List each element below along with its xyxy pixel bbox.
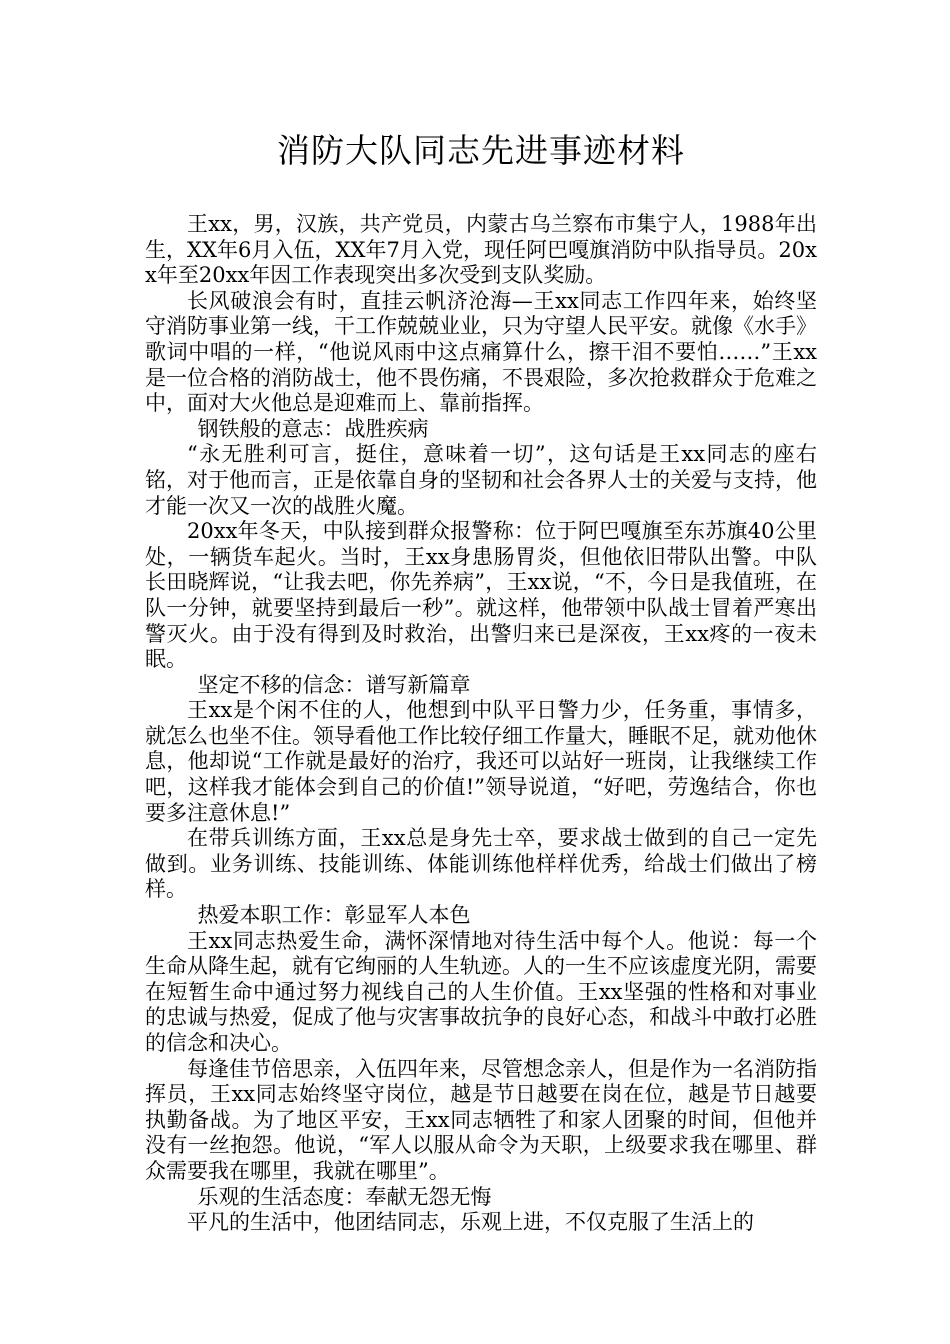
section-heading: 坚定不移的信念：谱写新篇章 (197, 672, 471, 697)
paragraph: 王xx是个闲不住的人，他想到中队平日警力少，任务重，事情多，就怎么也坐不住。领导看他工作比较仔细工作量大，睡眠不足，就劝他休息，他却说“工作就是最好的治疗，我还可以站好一班岗，让我继续工作吧，这样我才能体会到自己的价值!”领导说道，“好吧，劳逸结合，你也要多注意休息!” (145, 698, 817, 825)
document-page (145, 128, 817, 1236)
section-heading: 热爱本职工作：彰显军人本色 (197, 903, 471, 928)
paragraph: 长风破浪会有时，直挂云帆济沧海—王xx同志工作四年来，始终坚守消防事业第一线，干工作兢兢业业，只为守望人民平安。就像《水手》歌词中唱的一样，“他说风雨中这点痛算什么，擦干泪不要怕……”王xx是一位合格的消防战士，他不畏伤痛，不畏艰险，多次抢救群众于危难之中，面对大火他总是迎难而上、靠前指挥。 (145, 288, 817, 416)
paragraph-intro: 王xx，男，汉族，共产党员，内蒙古乌兰察布市集宁人，1988年出生，XX年6月入伍，XX年7月入党，现任阿巴嘎旗消防中队指导员。20xx年至20xx年因工作表现突出多次受到支队奖励。 (145, 212, 817, 288)
paragraph: 每逢佳节倍思亲，入伍四年来，尽管想念亲人，但是作为一名消防指挥员，王xx同志始终坚守岗位，越是节日越要在岗在位，越是节日越要执勤备战。为了地区平安，王xx同志牺牲了和家人团聚的时间，但他并没有一丝抱怨。他说，“军人以服从命令为天职，上级要求我在哪里、群众需要我在哪里，我就在哪里”。 (145, 1056, 817, 1183)
paragraph: 在带兵训练方面，王xx总是身先士卒，要求战士做到的自己一定先做到。业务训练、技能训练、体能训练他样样优秀，给战士们做出了榜样。 (145, 826, 817, 902)
section-heading: 乐观的生活态度：奉献无怨无悔 (197, 1184, 492, 1209)
paragraph: 20xx年冬天，中队接到群众报警称：位于阿巴嘎旗至东苏旗40公里处，一辆货车起火。当时，王xx身患肠胃炎，但他依旧带队出警。中队长田晓辉说，“让我去吧，你先养病”，王xx说，“不，今日是我值班，在队一分钟，就要坚持到最后一秒”。就这样，他带领中队战士冒着严寒出警灭火。由于没有得到及时救治，出警归来已是深夜，王xx疼的一夜未眠。 (145, 519, 817, 672)
section-heading: 钢铁般的意志：战胜疾病 (197, 416, 429, 441)
paragraph: 王xx同志热爱生命，满怀深情地对待生活中每个人。他说：每一个生命从降生起，就有它绚丽的人生轨迹。人的一生不应该虚度光阴，需要在短暂生命中通过努力视线自己的人生价值。王xx坚强的性格和对事业的忠诚与热爱，促成了他与灾害事故抗争的良好心态，和战斗中敢打必胜的信念和决心。 (145, 928, 817, 1055)
document-title: 消防大队同志先进事迹材料 (277, 131, 685, 170)
paragraph: 平凡的生活中，他团结同志，乐观上进，不仅克服了生活上的 (187, 1210, 754, 1235)
paragraph: “永无胜利可言，挺住，意味着一切”，这句话是王xx同志的座右铭，对于他而言，正是依靠自身的坚韧和社会各界人士的关爱与支持，他才能一次又一次的战胜火魔。 (145, 442, 817, 518)
